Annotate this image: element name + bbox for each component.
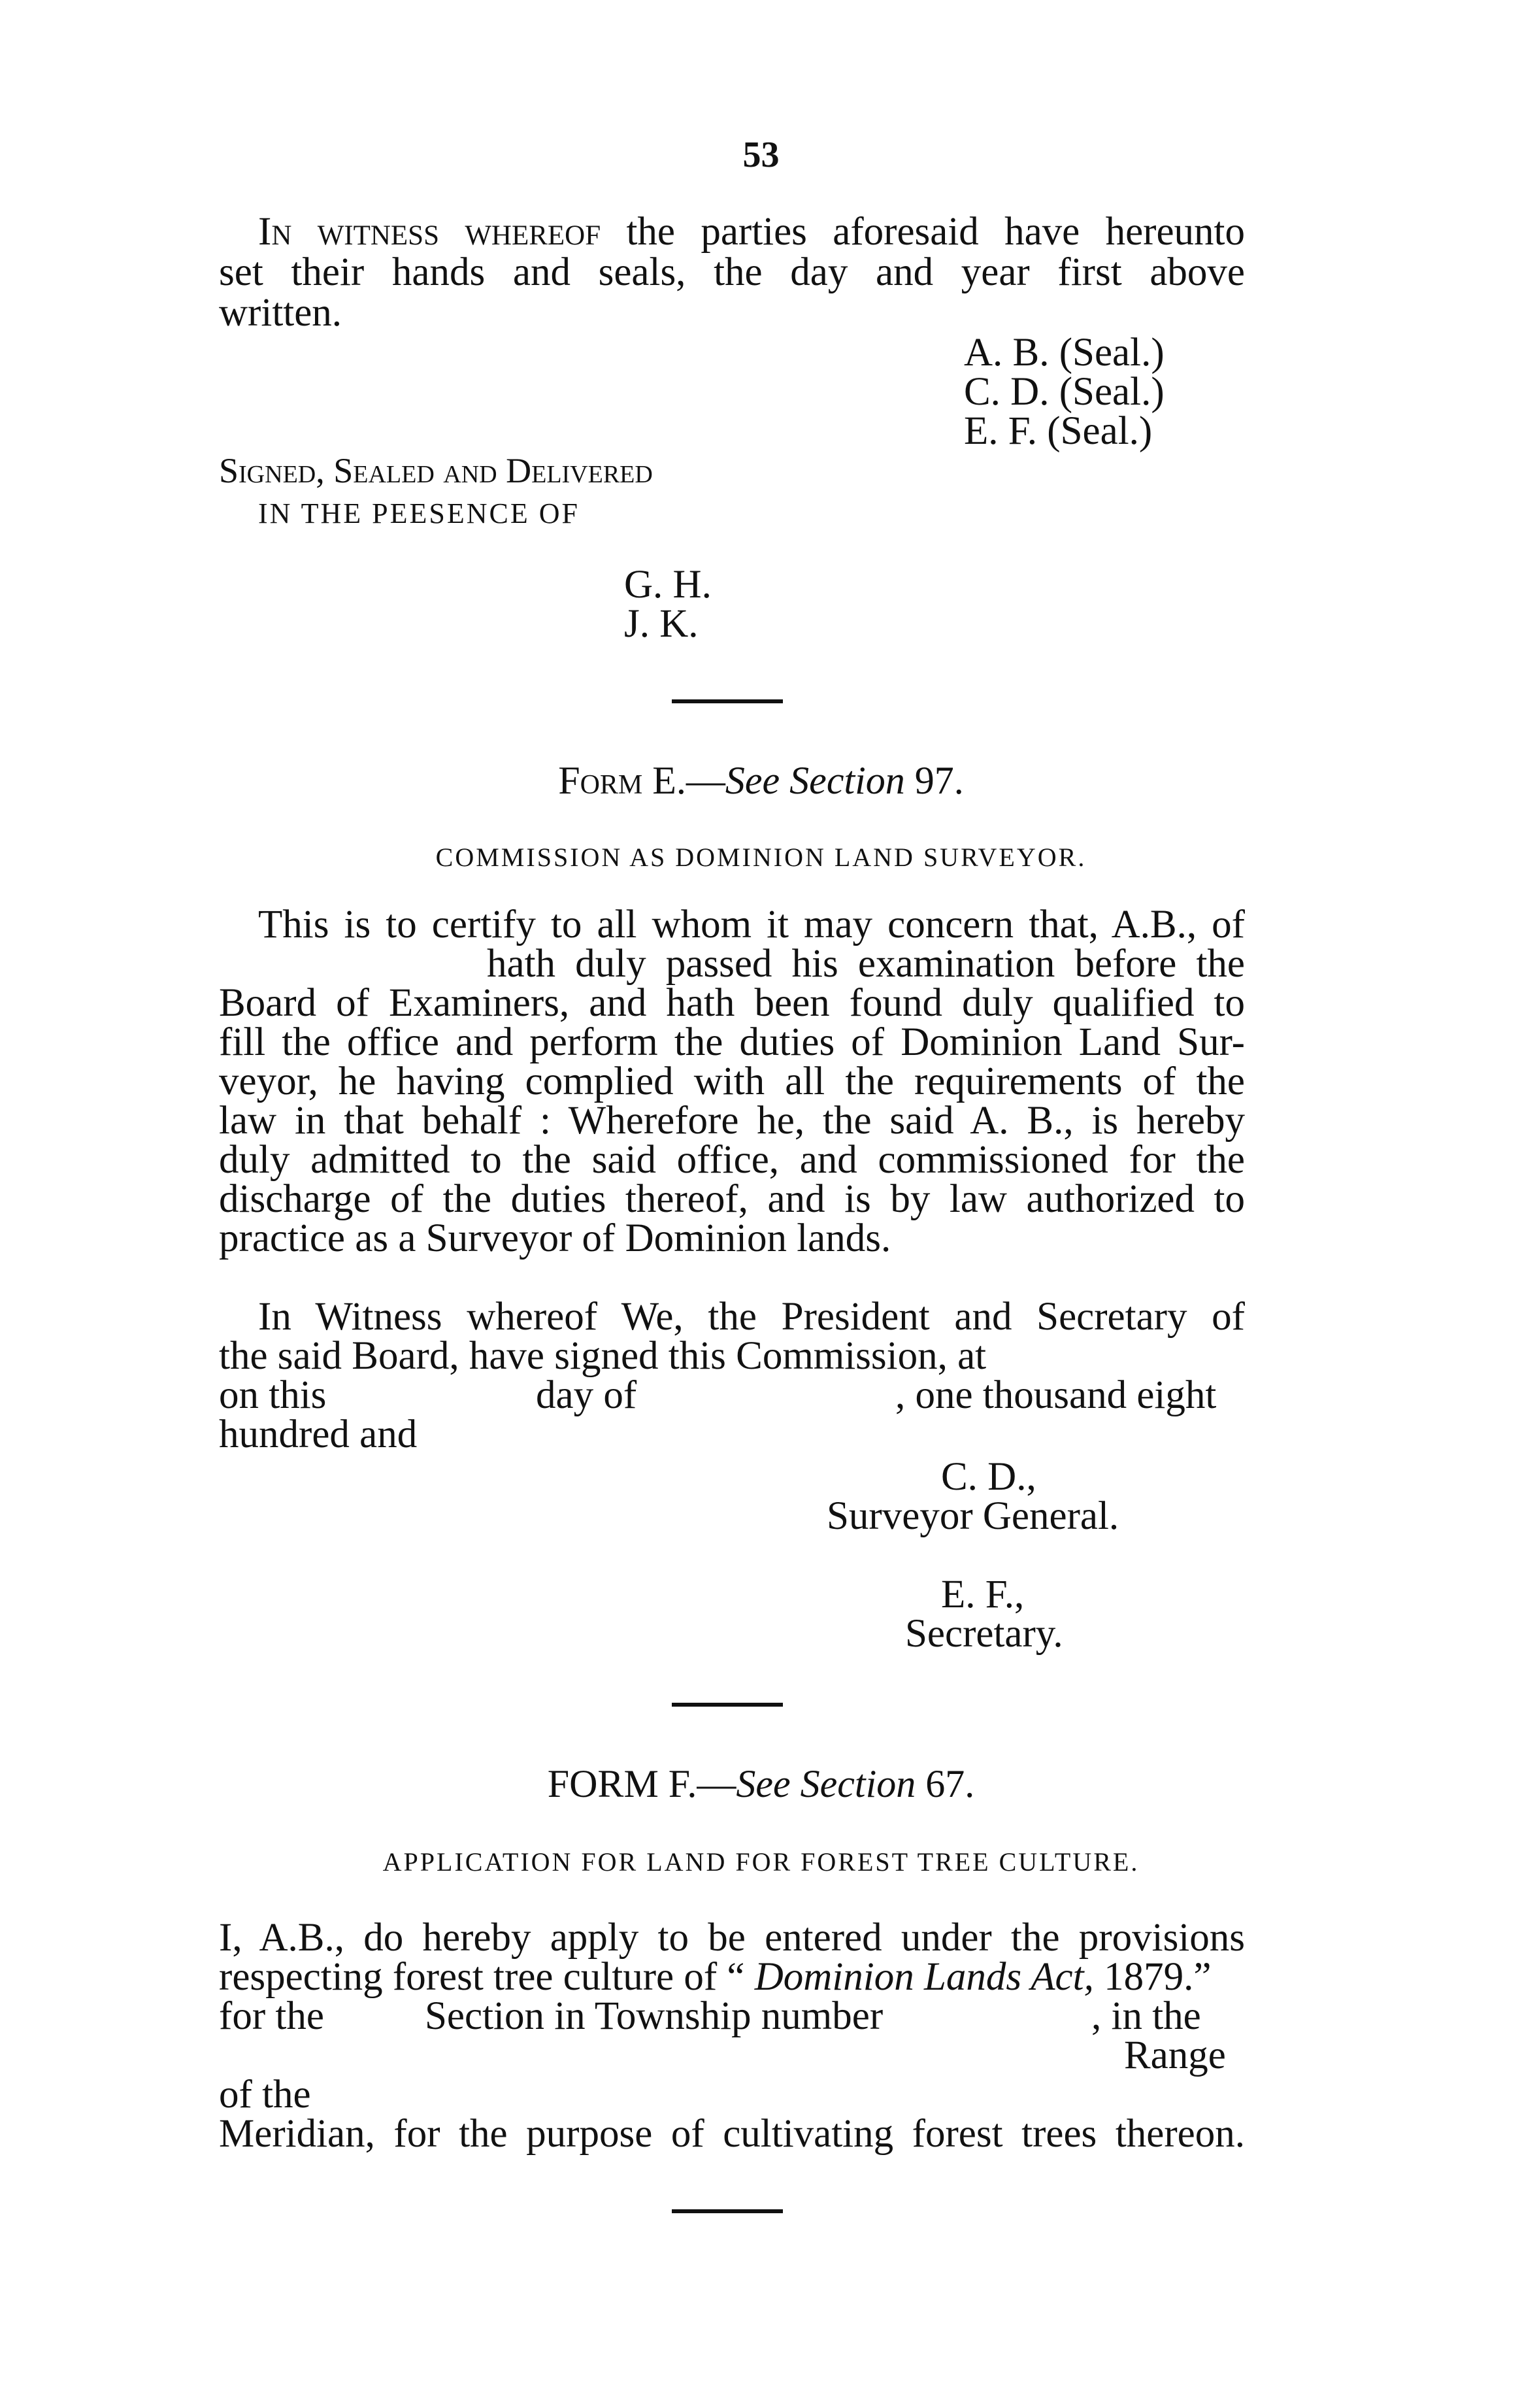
signed-line-2: IN THE PEESENCE OF — [258, 497, 580, 529]
form-f-title-italic: See Section — [736, 1762, 916, 1805]
witness-line-1 — [258, 212, 1245, 252]
seal-ab: A. B. (Seal.) — [964, 331, 1165, 375]
seal-cd: C. D. (Seal.) — [964, 370, 1165, 414]
form-e-title — [0, 758, 1522, 803]
seal-ef: E. F. (Seal.) — [964, 409, 1153, 453]
witness-jk: J. K. — [624, 602, 699, 646]
form-f-title-num: 67. — [916, 1762, 975, 1805]
form-f-line-2b: 1879.” — [1093, 1955, 1212, 1999]
form-e-para1-line-3: Board of Examiners, and hath been found duly qualified to — [219, 981, 1245, 1025]
form-e-sig1-title: Surveyor General. — [827, 1494, 1119, 1538]
divider-rule-3 — [672, 2209, 783, 2213]
signed-line-1: Signed, Sealed and Delivered — [219, 451, 653, 490]
witness-gh: G. H. — [624, 563, 712, 607]
form-f-title — [0, 1762, 1522, 1807]
form-e-sig1-name: C. D., — [941, 1455, 1036, 1499]
witness-line-2: set their hands and seals, the day and year first above — [219, 250, 1245, 294]
form-e-para2-line-2: the said Board, have signed this Commission, at — [219, 1334, 987, 1378]
form-f-line-3c: , in the — [1091, 1994, 1201, 2038]
form-e-title-italic: See Section — [725, 759, 905, 802]
form-e-para2-line-3a: on this — [219, 1373, 327, 1417]
witness-rest: the parties aforesaid have hereunto — [601, 210, 1245, 254]
form-e-para2-line-1: In Witness whereof We, the President and Secretary of — [258, 1295, 1245, 1339]
form-e-para2-line-4: hundred and — [219, 1413, 418, 1456]
form-e-title-num: 97. — [904, 759, 964, 802]
form-e-title-lead: Form E.— — [558, 759, 725, 802]
form-e-para2-line-3c: , one thousand eight — [895, 1373, 1217, 1417]
form-e-para1-line-5: veyor, he having complied with all the requirements of the — [219, 1060, 1245, 1103]
form-f-line-3a: for the — [219, 1994, 324, 2038]
form-e-para1-line-1: This is to certify to all whom it may concern that, A.B., of — [258, 903, 1245, 946]
form-f-line-6: Meridian, for the purpose of cultivating forest trees thereon. — [219, 2112, 1245, 2156]
form-f-line-5: of the — [219, 2073, 311, 2116]
form-e-para1-line-8: discharge of the duties thereof, and is by law authorized to — [219, 1177, 1245, 1221]
form-f-subtitle: APPLICATION FOR LAND FOR FOREST TREE CULTURE. — [382, 1847, 1140, 1877]
form-f-line-2 — [219, 1955, 1245, 1999]
form-e-para1-line-6: law in that behalf : Wherefore he, the said A. B., is hereby — [219, 1099, 1245, 1143]
form-e-para1-line-2: hath duly passed his examination before the — [487, 942, 1245, 986]
form-f-line-1: I, A.B., do hereby apply to be entered under the provisions — [219, 1916, 1245, 1960]
form-f-title-lead: FORM F.— — [547, 1762, 736, 1805]
form-f-line-2a: respecting forest tree culture of “ — [219, 1955, 755, 1999]
form-e-para1-line-7: duly admitted to the said office, and commissioned for the — [219, 1138, 1245, 1182]
divider-rule-2 — [672, 1703, 783, 1707]
form-f-line-3b: Section in Township number — [425, 1994, 884, 2038]
form-e-para2-line-3b: day of — [536, 1373, 637, 1417]
form-e-para1-line-9: practice as a Surveyor of Dominion lands. — [219, 1216, 891, 1260]
witness-line-3: written. — [219, 291, 342, 335]
divider-rule-1 — [672, 699, 783, 703]
form-f-line-2-italic: Dominion Lands Act, — [754, 1955, 1094, 1999]
form-f-line-4: Range — [1124, 2033, 1226, 2077]
form-e-sig2-title: Secretary. — [905, 1612, 1063, 1656]
form-e-sig2-name: E. F., — [941, 1573, 1025, 1616]
form-e-para1-line-4: fill the office and perform the duties of Dominion Land Sur- — [219, 1020, 1245, 1064]
witness-lead: In witness whereof — [258, 210, 601, 254]
form-e-subtitle: COMMISSION AS DOMINION LAND SURVEYOR. — [435, 843, 1087, 872]
page-number: 53 — [742, 135, 780, 175]
